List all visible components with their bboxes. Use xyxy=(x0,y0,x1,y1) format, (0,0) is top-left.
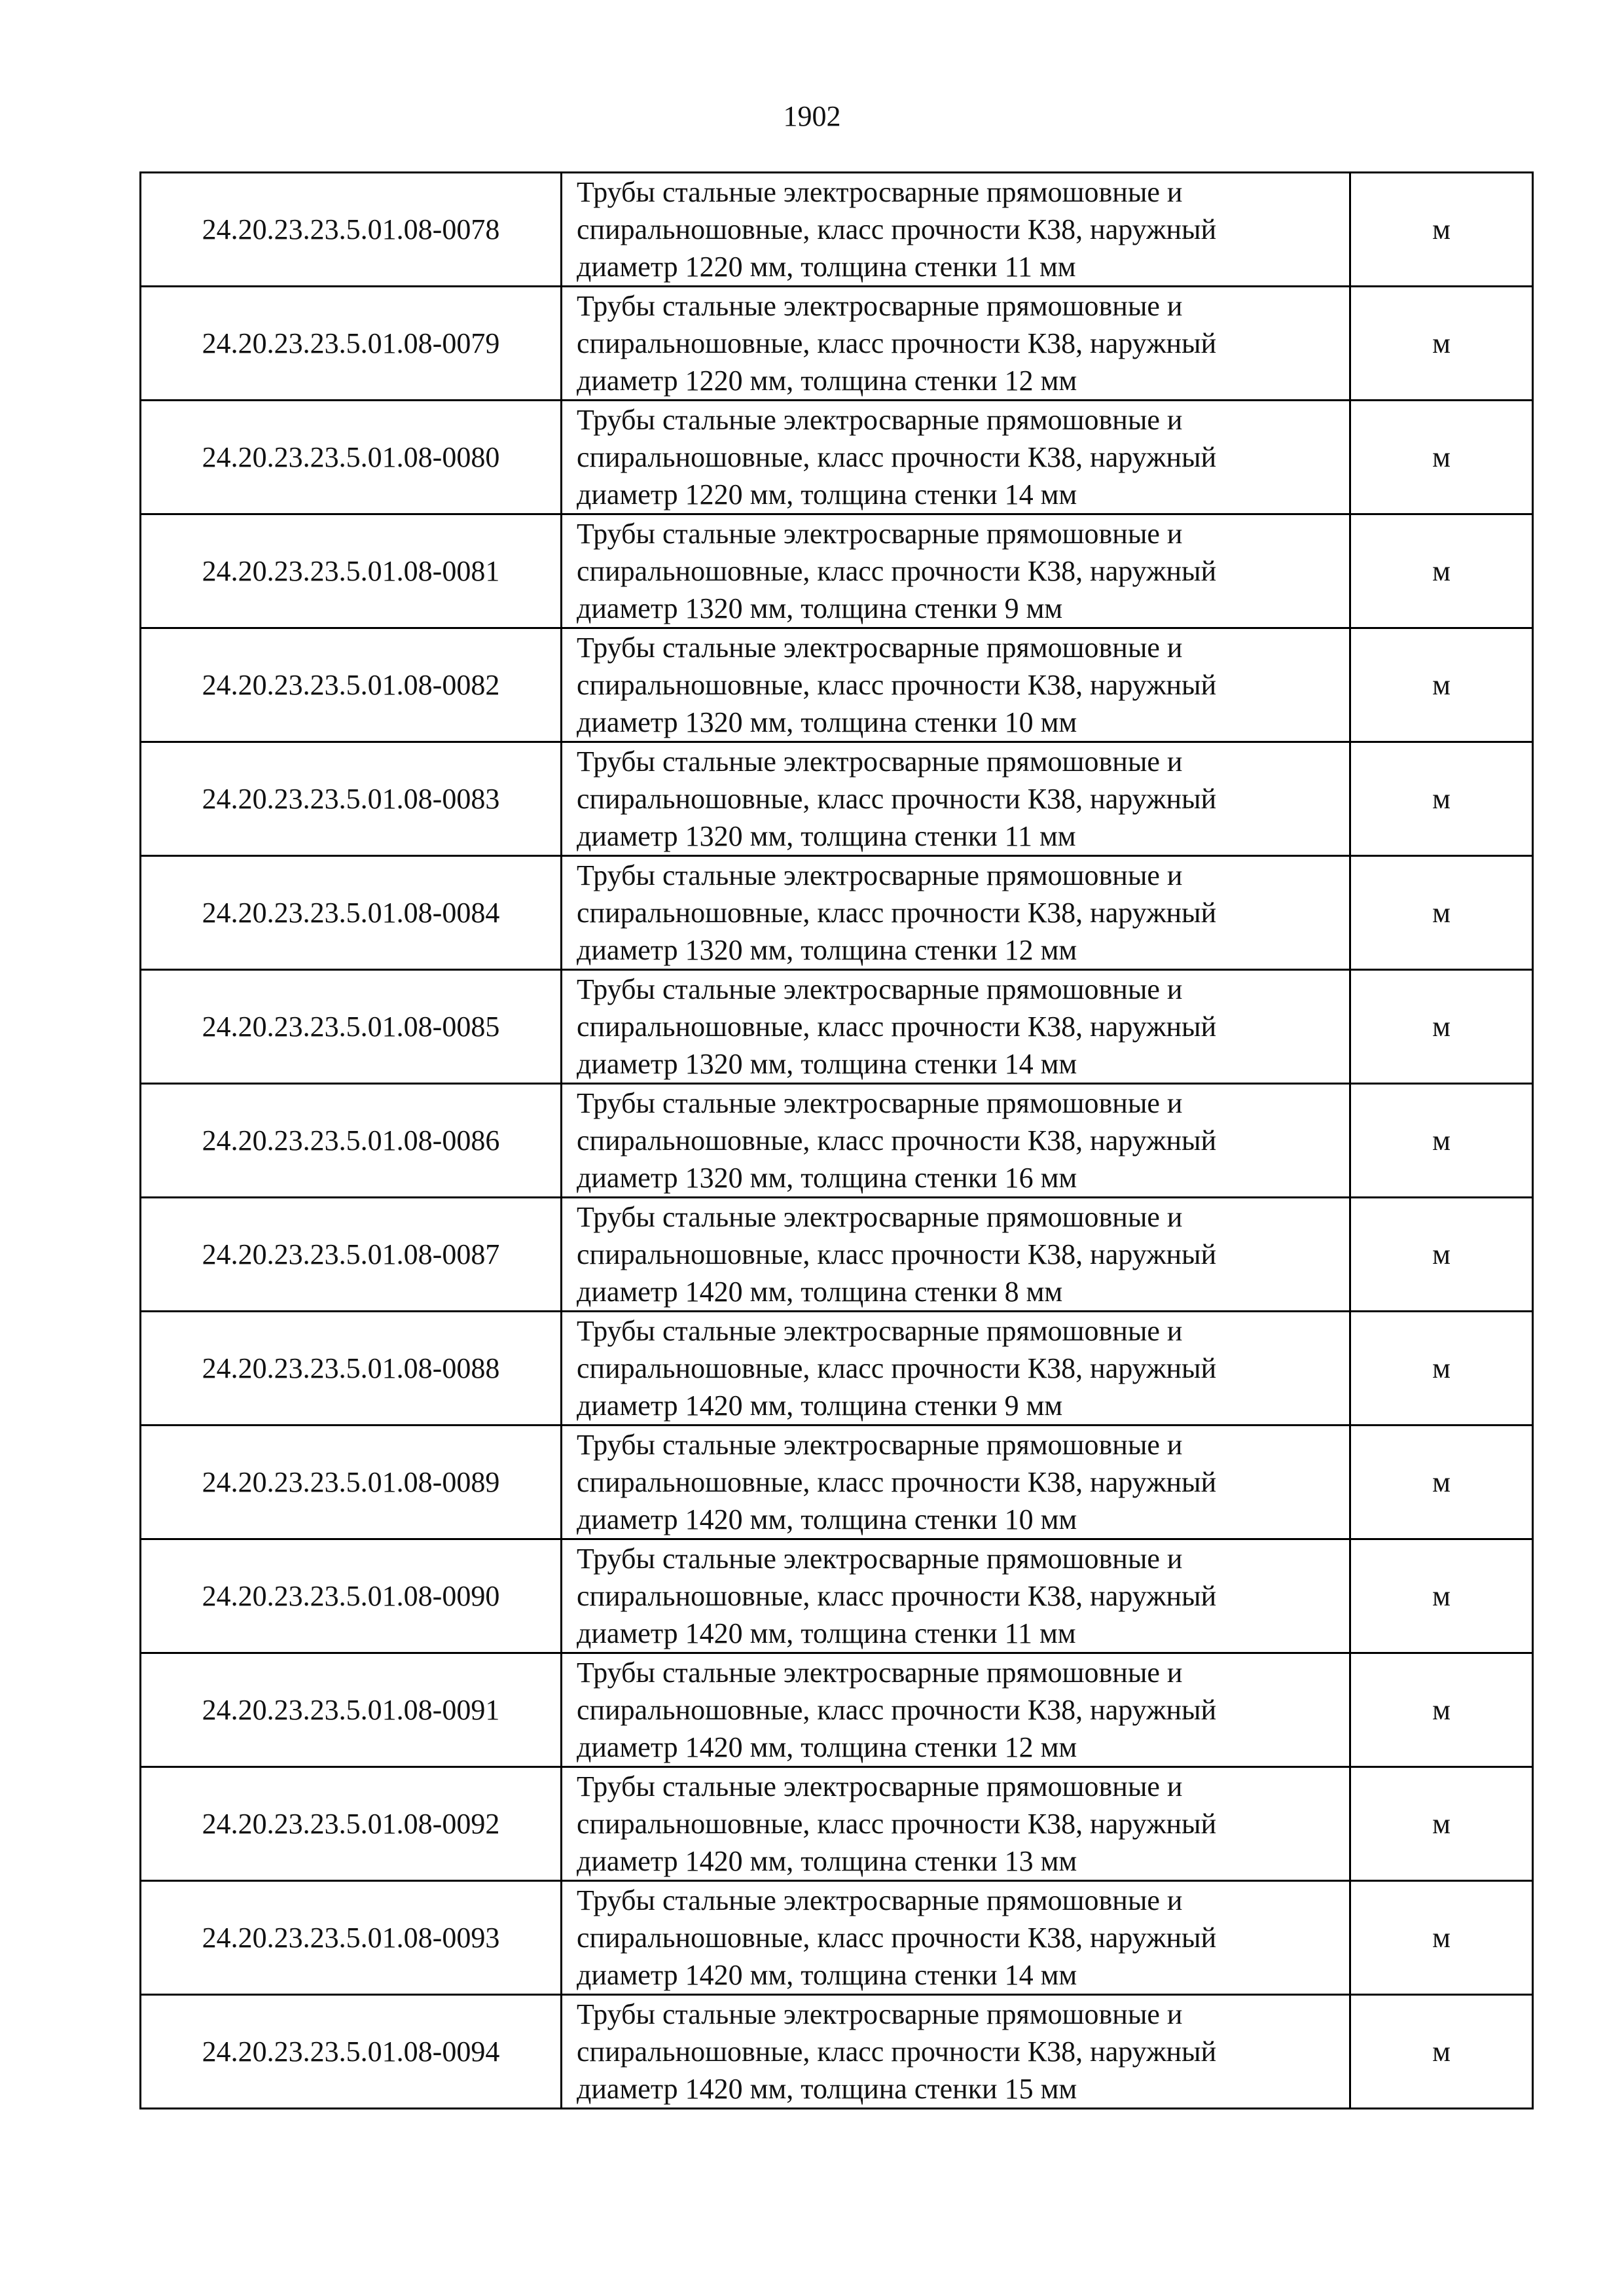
resource-name-cell: Трубы стальные электросварные прямошовные и спиральношовные, класс прочности К38, наружный диаметр 1420 мм, толщина стенки 11 мм xyxy=(562,1539,1350,1653)
table-row xyxy=(141,1426,1533,1539)
resource-name-cell: Трубы стальные электросварные прямошовные и спиральношовные, класс прочности К38, наружный диаметр 1320 мм, толщина стенки 11 мм xyxy=(562,742,1350,856)
resource-code-cell: 24.20.23.23.5.01.08-0091 xyxy=(141,1653,562,1767)
table-row xyxy=(141,1881,1533,1995)
table-row xyxy=(141,628,1533,742)
resource-code-cell: 24.20.23.23.5.01.08-0084 xyxy=(141,856,562,970)
resource-name-cell: Трубы стальные электросварные прямошовные и спиральношовные, класс прочности К38, наружный диаметр 1420 мм, толщина стенки 13 мм xyxy=(562,1767,1350,1881)
table-row xyxy=(141,970,1533,1084)
unit-cell: м xyxy=(1350,287,1533,401)
table-row xyxy=(141,1084,1533,1198)
resource-name-cell: Трубы стальные электросварные прямошовные и спиральношовные, класс прочности К38, наружный диаметр 1420 мм, толщина стенки 10 мм xyxy=(562,1426,1350,1539)
resource-code-cell: 24.20.23.23.5.01.08-0090 xyxy=(141,1539,562,1653)
resource-name-cell: Трубы стальные электросварные прямошовные и спиральношовные, класс прочности К38, наружный диаметр 1320 мм, толщина стенки 10 мм xyxy=(562,628,1350,742)
unit-cell: м xyxy=(1350,742,1533,856)
unit-cell: м xyxy=(1350,1767,1533,1881)
table-row xyxy=(141,287,1533,401)
unit-cell: м xyxy=(1350,1539,1533,1653)
resource-name-cell: Трубы стальные электросварные прямошовные и спиральношовные, класс прочности К38, наружный диаметр 1220 мм, толщина стенки 12 мм xyxy=(562,287,1350,401)
unit-cell: м xyxy=(1350,1881,1533,1995)
unit-cell: м xyxy=(1350,1198,1533,1312)
table-row xyxy=(141,401,1533,514)
resource-name-cell: Трубы стальные электросварные прямошовные и спиральношовные, класс прочности К38, наружный диаметр 1220 мм, толщина стенки 11 мм xyxy=(562,173,1350,287)
table-row xyxy=(141,1312,1533,1426)
resource-code-cell: 24.20.23.23.5.01.08-0092 xyxy=(141,1767,562,1881)
resource-code-cell: 24.20.23.23.5.01.08-0087 xyxy=(141,1198,562,1312)
resource-code-cell: 24.20.23.23.5.01.08-0079 xyxy=(141,287,562,401)
table-row xyxy=(141,742,1533,856)
resource-code-cell: 24.20.23.23.5.01.08-0082 xyxy=(141,628,562,742)
resource-code-cell: 24.20.23.23.5.01.08-0088 xyxy=(141,1312,562,1426)
resource-code-cell: 24.20.23.23.5.01.08-0089 xyxy=(141,1426,562,1539)
unit-cell: м xyxy=(1350,514,1533,628)
resource-code-cell: 24.20.23.23.5.01.08-0093 xyxy=(141,1881,562,1995)
unit-cell: м xyxy=(1350,970,1533,1084)
resource-code-cell: 24.20.23.23.5.01.08-0081 xyxy=(141,514,562,628)
resource-code-cell: 24.20.23.23.5.01.08-0094 xyxy=(141,1995,562,2109)
table-row xyxy=(141,1767,1533,1881)
table-row xyxy=(141,173,1533,287)
table-row xyxy=(141,1198,1533,1312)
resource-code-cell: 24.20.23.23.5.01.08-0080 xyxy=(141,401,562,514)
unit-cell: м xyxy=(1350,856,1533,970)
resource-name-cell: Трубы стальные электросварные прямошовные и спиральношовные, класс прочности К38, наружный диаметр 1320 мм, толщина стенки 14 мм xyxy=(562,970,1350,1084)
table-row xyxy=(141,856,1533,970)
resource-catalog-table xyxy=(139,171,1534,2109)
resource-name-cell: Трубы стальные электросварные прямошовные и спиральношовные, класс прочности К38, наружный диаметр 1320 мм, толщина стенки 12 мм xyxy=(562,856,1350,970)
resource-name-cell: Трубы стальные электросварные прямошовные и спиральношовные, класс прочности К38, наружный диаметр 1420 мм, толщина стенки 9 мм xyxy=(562,1312,1350,1426)
table-row xyxy=(141,1995,1533,2109)
unit-cell: м xyxy=(1350,628,1533,742)
resource-name-cell: Трубы стальные электросварные прямошовные и спиральношовные, класс прочности К38, наружный диаметр 1320 мм, толщина стенки 9 мм xyxy=(562,514,1350,628)
resource-name-cell: Трубы стальные электросварные прямошовные и спиральношовные, класс прочности К38, наружный диаметр 1320 мм, толщина стенки 16 мм xyxy=(562,1084,1350,1198)
resource-name-cell: Трубы стальные электросварные прямошовные и спиральношовные, класс прочности К38, наружный диаметр 1420 мм, толщина стенки 14 мм xyxy=(562,1881,1350,1995)
unit-cell: м xyxy=(1350,401,1533,514)
resource-name-cell: Трубы стальные электросварные прямошовные и спиральношовные, класс прочности К38, наружный диаметр 1420 мм, толщина стенки 12 мм xyxy=(562,1653,1350,1767)
resource-name-cell: Трубы стальные электросварные прямошовные и спиральношовные, класс прочности К38, наружный диаметр 1420 мм, толщина стенки 15 мм xyxy=(562,1995,1350,2109)
resource-name-cell: Трубы стальные электросварные прямошовные и спиральношовные, класс прочности К38, наружный диаметр 1420 мм, толщина стенки 8 мм xyxy=(562,1198,1350,1312)
table-body xyxy=(141,173,1533,2109)
resource-code-cell: 24.20.23.23.5.01.08-0085 xyxy=(141,970,562,1084)
unit-cell: м xyxy=(1350,1426,1533,1539)
unit-cell: м xyxy=(1350,1084,1533,1198)
unit-cell: м xyxy=(1350,1312,1533,1426)
table-row xyxy=(141,1539,1533,1653)
unit-cell: м xyxy=(1350,1653,1533,1767)
unit-cell: м xyxy=(1350,1995,1533,2109)
resource-code-cell: 24.20.23.23.5.01.08-0086 xyxy=(141,1084,562,1198)
resource-code-cell: 24.20.23.23.5.01.08-0078 xyxy=(141,173,562,287)
table-row xyxy=(141,1653,1533,1767)
table-row xyxy=(141,514,1533,628)
unit-cell: м xyxy=(1350,173,1533,287)
resource-code-cell: 24.20.23.23.5.01.08-0083 xyxy=(141,742,562,856)
resource-name-cell: Трубы стальные электросварные прямошовные и спиральношовные, класс прочности К38, наружный диаметр 1220 мм, толщина стенки 14 мм xyxy=(562,401,1350,514)
page-number: 1902 xyxy=(783,100,841,132)
